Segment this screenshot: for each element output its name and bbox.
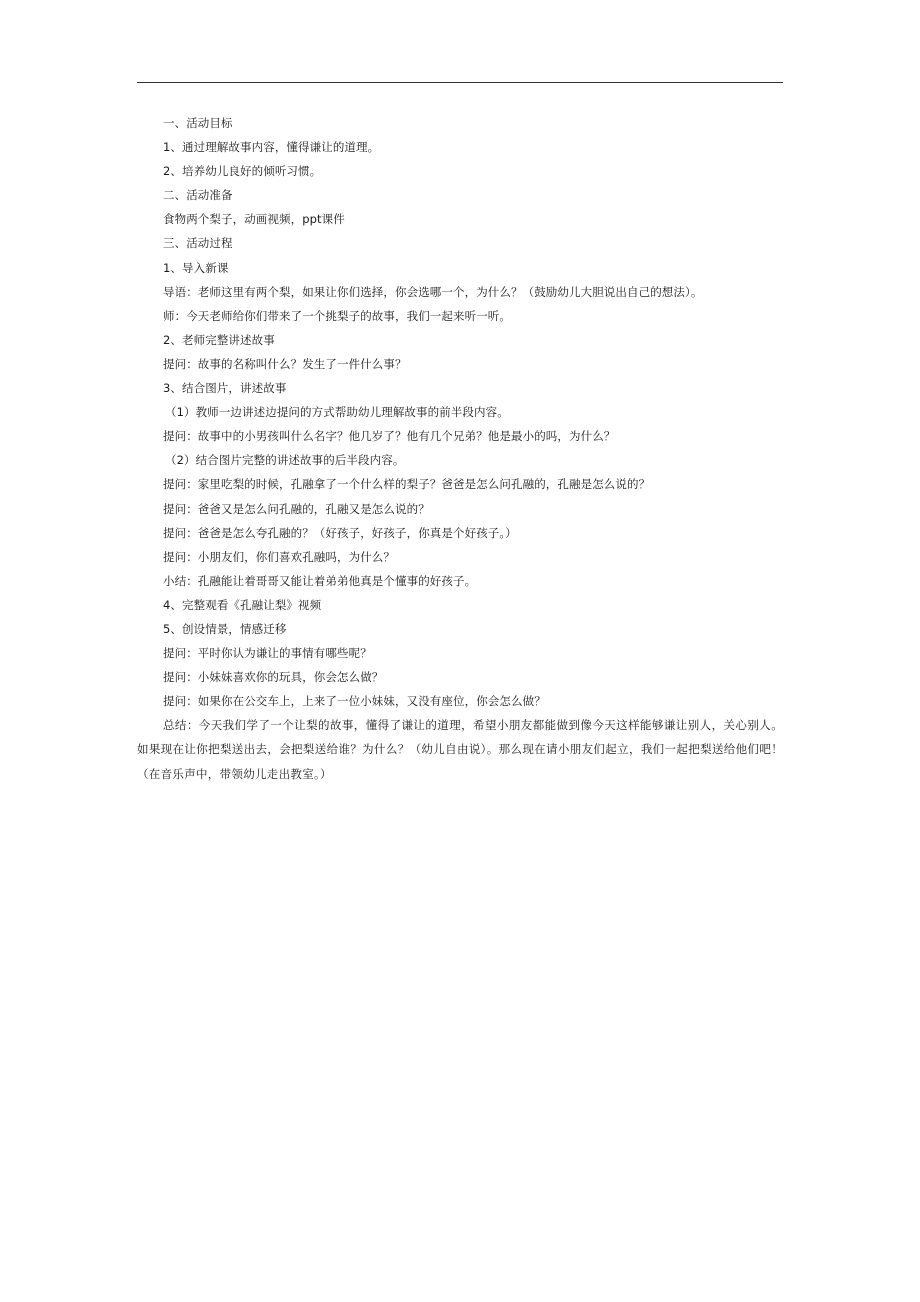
section-heading-process: 三、活动过程 <box>163 236 233 251</box>
preparation-text: 食物两个梨子，动画视频，ppt课件 <box>163 212 345 227</box>
question-text: 提问：爸爸又是怎么问孔融的，孔融又是怎么说的？ <box>163 501 430 516</box>
step-heading: 3、结合图片，讲述故事 <box>163 381 287 396</box>
substep-text: （1）教师一边讲述边提问的方式帮助幼儿理解故事的前半段内容。 <box>165 405 509 420</box>
question-text: 提问：如果你在公交车上，上来了一位小妹妹，又没有座位，你会怎么做？ <box>163 694 546 709</box>
question-text: 提问：平时你认为谦让的事情有哪些呢？ <box>163 646 372 661</box>
question-text: 提问：故事中的小男孩叫什么名字？他几岁了？他有几个兄弟？他是最小的吗，为什么？ <box>163 429 616 444</box>
question-text: 提问：家里吃梨的时候，孔融拿了一个什么样的梨子？爸爸是怎么问孔融的，孔融是怎么说的？ <box>163 477 651 492</box>
intro-text: 导语：老师这里有两个梨，如果让你们选择，你会选哪一个，为什么？（鼓励幼儿大胆说出自己的想法）。 <box>163 284 703 299</box>
question-text: 提问：小妹妹喜欢你的玩具，你会怎么做？ <box>163 670 384 685</box>
step-heading: 4、完整观看《孔融让梨》视频 <box>163 597 322 612</box>
section-heading-goals: 一、活动目标 <box>163 116 233 130</box>
step-heading: 5、创设情景，情感迁移 <box>163 621 287 636</box>
summary-paragraph: 总结：今天我们学了一个让梨的故事，懂得了谦让的道理，希望小朋友都能做到像今天这样能够谦让别人，关心别人。如果现在让你把梨送出去，会把梨送给谁？为什么？（幼儿自由说）。那么现在请小朋友们起立，我们一起把梨送给他们吧！（在音乐声中，带领幼儿走出教室。） <box>137 718 783 781</box>
goal-item: 2、培养幼儿良好的倾听习惯。 <box>163 164 322 179</box>
document-body <box>137 111 783 786</box>
step-heading: 2、老师完整讲述故事 <box>163 332 275 347</box>
goal-item: 1、通过理解故事内容，懂得谦让的道理。 <box>163 140 380 155</box>
teacher-text: 师：今天老师给你们带来了一个挑梨子的故事，我们一起来听一听。 <box>163 308 511 323</box>
substep-text: （2）结合图片完整的讲述故事的后半段内容。 <box>165 453 405 468</box>
section-heading-preparation: 二、活动准备 <box>163 188 233 203</box>
question-text: 提问：小朋友们，你们喜欢孔融吗，为什么？ <box>163 549 395 564</box>
summary-short: 小结：孔融能让着哥哥又能让着弟弟他真是个懂事的好孩子。 <box>163 573 477 588</box>
question-text: 提问：故事的名称叫什么？发生了一件什么事？ <box>163 356 407 371</box>
question-text: 提问：爸爸是怎么夸孔融的？（好孩子，好孩子，你真是个好孩子。） <box>163 525 517 540</box>
step-heading: 1、导入新课 <box>163 260 229 275</box>
header-rule <box>137 82 783 83</box>
